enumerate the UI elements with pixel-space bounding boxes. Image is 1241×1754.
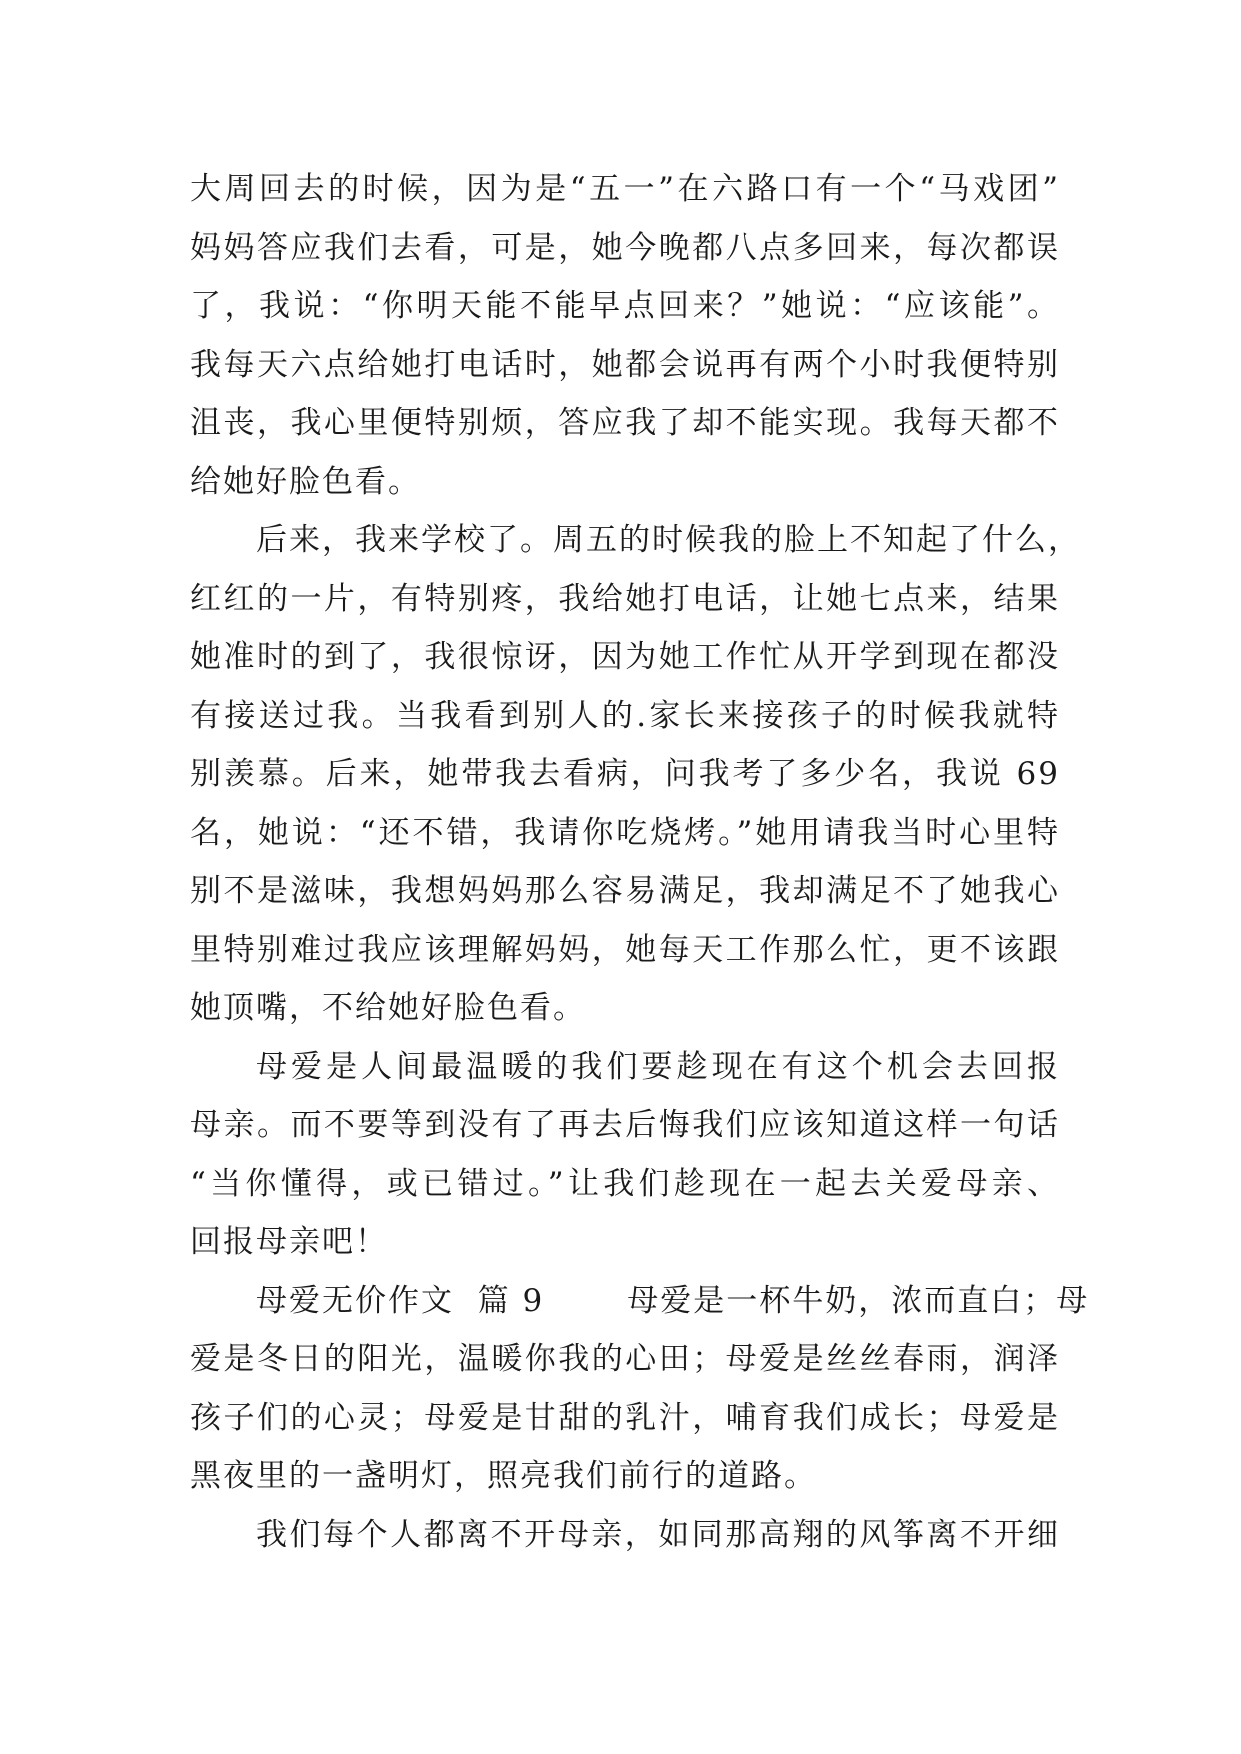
text-line: 母爱无价作文 篇 9 母爱是一杯牛奶，浓而直白；母 — [256, 1282, 1090, 1319]
text-line: 名，她说：“还不错，我请你吃烧烤。”她用请我当时心里特 — [190, 814, 1060, 851]
text-line: 别羡慕。后来，她带我去看病，问我考了多少名，我说 69 — [190, 756, 1060, 792]
text-line: 后来，我来学校了。周五的时候我的脸上不知起了什么， — [256, 522, 1081, 558]
text-line: 她顶嘴，不给她好脸色看。 — [190, 990, 586, 1026]
document-body — [190, 160, 1090, 1564]
text-line: 了，我说：“你明天能不能早点回来？”她说：“应该能”。 — [190, 288, 1060, 324]
text-line: 母亲。而不要等到没有了再去后悔我们应该知道这样一句话 — [190, 1107, 1060, 1143]
text-line: 我每天六点给她打电话时，她都会说再有两个小时我便特别 — [190, 346, 1060, 383]
text-line: 给她好脸色看。 — [190, 463, 421, 500]
text-line: 孩子们的心灵；母爱是甘甜的乳汁，哺育我们成长；母爱是 — [190, 1399, 1060, 1436]
text-line: “当你懂得，或已错过。”让我们趁现在一起去关爱母亲、 — [190, 1165, 1060, 1202]
text-line: 母爱是人间最温暖的我们要趁现在有这个机会去回报 — [256, 1048, 1060, 1085]
text-line: 爱是冬日的阳光，温暖你我的心田；母爱是丝丝春雨，润泽 — [190, 1341, 1060, 1377]
text-line: 妈妈答应我们去看，可是，她今晚都八点多回来，每次都误 — [190, 229, 1060, 266]
text-line: 大周回去的时候，因为是“五一”在六路口有一个“马戏团” — [190, 171, 1060, 207]
text-line: 回报母亲吧！ — [190, 1224, 388, 1260]
text-line: 里特别难过我应该理解妈妈，她每天工作那么忙，更不该跟 — [190, 931, 1060, 968]
text-line: 有接送过我。当我看到别人的.家长来接孩子的时候我就特 — [190, 697, 1060, 734]
text-line: 别不是滋味，我想妈妈那么容易满足，我却满足不了她我心 — [190, 873, 1060, 909]
text-line: 她准时的到了，我很惊讶，因为她工作忙从开学到现在都没 — [190, 639, 1060, 675]
text-line: 我们每个人都离不开母亲，如同那高翔的风筝离不开细 — [256, 1516, 1060, 1553]
text-line: 黑夜里的一盏明灯，照亮我们前行的道路。 — [190, 1458, 817, 1494]
text-line: 红红的一片，有特别疼，我给她打电话，让她七点来，结果 — [190, 580, 1060, 617]
text-line: 沮丧，我心里便特别烦，答应我了却不能实现。我每天都不 — [190, 405, 1060, 441]
